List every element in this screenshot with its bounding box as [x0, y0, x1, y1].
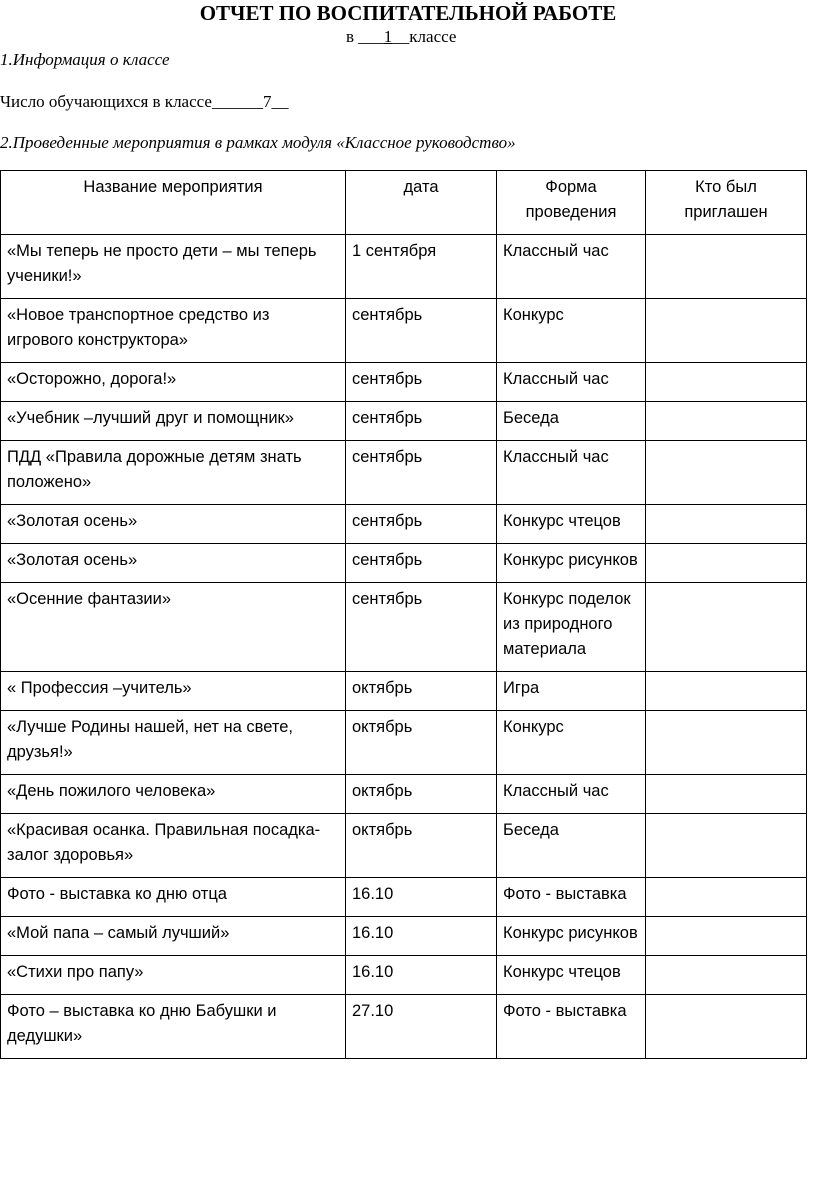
event-format-cell: Беседа	[497, 814, 646, 878]
table-row	[1, 402, 807, 441]
event-invited-cell	[646, 583, 807, 672]
event-date-cell: 16.10	[346, 878, 497, 917]
event-invited-cell	[646, 878, 807, 917]
table-row	[1, 363, 807, 402]
event-date-cell: сентябрь	[346, 544, 497, 583]
event-name-cell: «Осенние фантазии»	[1, 583, 346, 672]
table-row	[1, 544, 807, 583]
event-name-cell: «Золотая осень»	[1, 505, 346, 544]
event-name-cell: Фото – выставка ко дню Бабушки и дедушки»	[1, 995, 346, 1059]
event-invited-cell	[646, 235, 807, 299]
event-invited-cell	[646, 814, 807, 878]
table-row	[1, 235, 807, 299]
event-invited-cell	[646, 917, 807, 956]
table-row	[1, 775, 807, 814]
event-invited-cell	[646, 995, 807, 1059]
event-name-cell: «Стихи про папу»	[1, 956, 346, 995]
event-format-cell: Конкурс	[497, 299, 646, 363]
event-name-cell: «Лучше Родины нашей, нет на свете, друзья!»	[1, 711, 346, 775]
section-1-heading: 1.Информация о классе	[0, 50, 170, 69]
table-row	[1, 299, 807, 363]
event-format-cell: Конкурс	[497, 711, 646, 775]
event-format-cell: Классный час	[497, 235, 646, 299]
section-2-heading: 2.Проведенные мероприятия в рамках модуля «Классное руководство»	[0, 133, 516, 152]
event-date-cell: октябрь	[346, 775, 497, 814]
table-row	[1, 672, 807, 711]
column-header-format: Форма проведения	[497, 171, 646, 235]
event-invited-cell	[646, 544, 807, 583]
event-name-cell: ПДД «Правила дорожные детям знать положено»	[1, 441, 346, 505]
table-row	[1, 583, 807, 672]
event-date-cell: 27.10	[346, 995, 497, 1059]
table-row	[1, 711, 807, 775]
event-invited-cell	[646, 711, 807, 775]
students-count: 7	[262, 92, 272, 111]
students-tail: __	[271, 92, 289, 111]
event-format-cell: Фото - выставка	[497, 878, 646, 917]
event-format-cell: Конкурс рисунков	[497, 917, 646, 956]
event-format-cell: Классный час	[497, 363, 646, 402]
event-date-cell: сентябрь	[346, 505, 497, 544]
event-name-cell: Фото - выставка ко дню отца	[1, 878, 346, 917]
column-header-event-name: Название мероприятия	[1, 171, 346, 235]
event-date-cell: 1 сентября	[346, 235, 497, 299]
students-label: Число обучающихся в классе______	[0, 92, 263, 111]
event-invited-cell	[646, 299, 807, 363]
event-invited-cell	[646, 402, 807, 441]
event-format-cell: Игра	[497, 672, 646, 711]
class-suffix: __классе	[392, 27, 457, 46]
event-date-cell: сентябрь	[346, 363, 497, 402]
table-row	[1, 917, 807, 956]
event-name-cell: «Мы теперь не просто дети – мы теперь ученики!»	[1, 235, 346, 299]
event-invited-cell	[646, 956, 807, 995]
event-date-cell: сентябрь	[346, 299, 497, 363]
event-date-cell: октябрь	[346, 814, 497, 878]
event-date-cell: сентябрь	[346, 583, 497, 672]
students-count-line	[0, 92, 288, 112]
event-name-cell: «Новое транспортное средство из игрового конструктора»	[1, 299, 346, 363]
event-format-cell: Классный час	[497, 441, 646, 505]
event-format-cell: Конкурс рисунков	[497, 544, 646, 583]
class-prefix: в ___	[346, 27, 384, 46]
column-header-date: дата	[346, 171, 497, 235]
event-name-cell: «Мой папа – самый лучший»	[1, 917, 346, 956]
event-format-cell: Фото - выставка	[497, 995, 646, 1059]
class-line	[346, 27, 456, 47]
table-row	[1, 878, 807, 917]
event-format-cell: Конкурс чтецов	[497, 956, 646, 995]
event-name-cell: «День пожилого человека»	[1, 775, 346, 814]
table-row	[1, 505, 807, 544]
events-table-body	[1, 235, 807, 1059]
column-header-invited: Кто был приглашен	[646, 171, 807, 235]
event-date-cell: 16.10	[346, 956, 497, 995]
event-date-cell: сентябрь	[346, 441, 497, 505]
event-date-cell: 16.10	[346, 917, 497, 956]
table-row	[1, 995, 807, 1059]
event-name-cell: «Осторожно, дорога!»	[1, 363, 346, 402]
table-row	[1, 814, 807, 878]
event-date-cell: сентябрь	[346, 402, 497, 441]
event-date-cell: октябрь	[346, 672, 497, 711]
event-invited-cell	[646, 505, 807, 544]
event-format-cell: Конкурс поделок из природного материала	[497, 583, 646, 672]
event-format-cell: Беседа	[497, 402, 646, 441]
event-format-cell: Конкурс чтецов	[497, 505, 646, 544]
event-invited-cell	[646, 441, 807, 505]
table-row	[1, 956, 807, 995]
event-name-cell: « Профессия –учитель»	[1, 672, 346, 711]
event-invited-cell	[646, 363, 807, 402]
event-name-cell: «Красивая осанка. Правильная посадка- залог здоровья»	[1, 814, 346, 878]
document-title: ОТЧЕТ ПО ВОСПИТАТЕЛЬНОЙ РАБОТЕ	[199, 1, 617, 25]
events-table	[0, 170, 807, 1059]
event-name-cell: «Учебник –лучший друг и помощник»	[1, 402, 346, 441]
event-invited-cell	[646, 672, 807, 711]
event-invited-cell	[646, 775, 807, 814]
class-number: 1	[383, 27, 393, 46]
table-row	[1, 441, 807, 505]
event-date-cell: октябрь	[346, 711, 497, 775]
event-format-cell: Классный час	[497, 775, 646, 814]
table-header-row	[1, 171, 807, 235]
event-name-cell: «Золотая осень»	[1, 544, 346, 583]
